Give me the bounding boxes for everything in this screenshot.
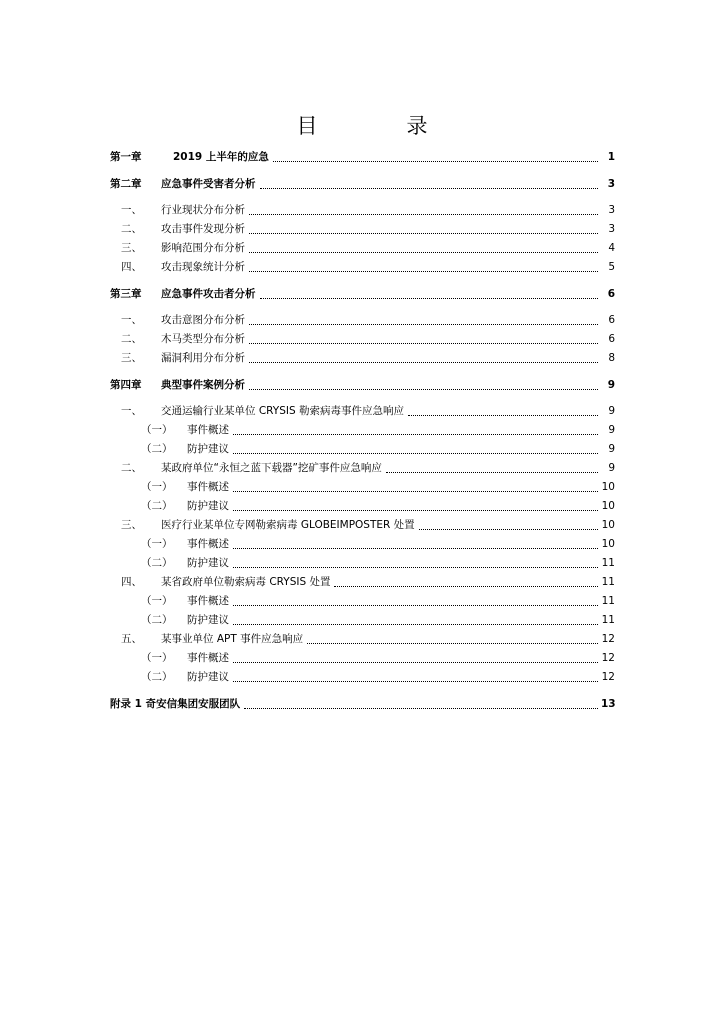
toc-entry-page: 11 bbox=[599, 557, 615, 570]
toc-entry-number: 第四章 bbox=[110, 379, 142, 391]
toc-entry-page: 9 bbox=[599, 462, 615, 475]
toc-leader-dots bbox=[249, 361, 604, 363]
toc-entry-title: 某政府单位“永恒之蓝下载器”挖矿事件应急响应 bbox=[161, 462, 382, 474]
toc-entry-page: 6 bbox=[599, 333, 615, 346]
toc-entry-title: 事件概述 bbox=[187, 424, 229, 436]
toc-leader-dots bbox=[233, 604, 604, 606]
toc-leader-dots bbox=[249, 270, 604, 272]
toc-entry-page: 10 bbox=[599, 481, 615, 494]
toc-entry-page: 10 bbox=[599, 500, 615, 513]
toc-entry-number: （二） bbox=[141, 557, 173, 569]
toc-entry-number: （一） bbox=[141, 538, 173, 550]
toc-entry-page: 5 bbox=[599, 261, 615, 274]
toc-entry[interactable] bbox=[0, 651, 724, 667]
toc-leader-dots bbox=[273, 160, 604, 162]
toc-entry-number: 第三章 bbox=[110, 288, 142, 300]
toc-entry[interactable] bbox=[0, 332, 724, 348]
toc-entry-page: 11 bbox=[599, 595, 615, 608]
toc-leader-dots bbox=[233, 509, 604, 511]
toc-leader-dots bbox=[249, 342, 604, 344]
toc-leader-dots bbox=[233, 452, 604, 454]
toc-entry[interactable] bbox=[0, 697, 724, 713]
toc-entry-page: 11 bbox=[599, 576, 615, 589]
toc-entry-number: 第一章 bbox=[110, 151, 142, 163]
toc-leader-dots bbox=[233, 547, 604, 549]
toc-leader-dots bbox=[249, 323, 604, 325]
toc-entry-title: 木马类型分布分析 bbox=[161, 333, 245, 345]
toc-entry[interactable] bbox=[0, 260, 724, 276]
toc-entry-title: 防护建议 bbox=[187, 557, 229, 569]
toc-leader-dots bbox=[249, 232, 604, 234]
toc-entry-title: 事件概述 bbox=[187, 481, 229, 493]
toc-entry-title: 攻击事件发现分析 bbox=[161, 223, 245, 235]
toc-entry[interactable] bbox=[0, 556, 724, 572]
toc-entry-title: 防护建议 bbox=[187, 443, 229, 455]
toc-entry-number: （二） bbox=[141, 443, 173, 455]
toc-entry-page: 3 bbox=[599, 178, 615, 191]
toc-leader-dots bbox=[233, 661, 604, 663]
toc-entry[interactable] bbox=[0, 241, 724, 257]
toc-entry[interactable] bbox=[0, 222, 724, 238]
toc-entry-title: 事件概述 bbox=[187, 595, 229, 607]
toc-entry-page: 12 bbox=[599, 671, 615, 684]
toc-entry-title: 漏洞利用分布分析 bbox=[161, 352, 245, 364]
toc-entry[interactable] bbox=[0, 480, 724, 496]
toc-entry[interactable] bbox=[0, 594, 724, 610]
toc-entry-title: 事件概述 bbox=[187, 652, 229, 664]
toc-leader-dots bbox=[244, 707, 604, 709]
toc-leader-dots bbox=[233, 623, 604, 625]
toc-entry-page: 9 bbox=[599, 424, 615, 437]
toc-entry-page: 1 bbox=[599, 151, 615, 164]
toc-entry-title: 攻击意图分布分析 bbox=[161, 314, 245, 326]
toc-entry-title: 行业现状分布分析 bbox=[161, 204, 245, 216]
toc-entry-number: （二） bbox=[141, 500, 173, 512]
toc-entry-page: 6 bbox=[599, 314, 615, 327]
toc-entry-title: 交通运输行业某单位 CRYSIS 勒索病毒事件应急响应 bbox=[161, 405, 404, 417]
toc-entry-page: 6 bbox=[599, 288, 615, 301]
toc-entry-page: 11 bbox=[599, 614, 615, 627]
toc-leader-dots bbox=[334, 585, 604, 587]
toc-entry[interactable] bbox=[0, 378, 724, 394]
toc-entry-number: （二） bbox=[141, 671, 173, 683]
toc-entry[interactable] bbox=[0, 203, 724, 219]
toc-title: 目 录 bbox=[296, 114, 462, 138]
toc-entry[interactable] bbox=[0, 632, 724, 648]
toc-entry[interactable] bbox=[0, 150, 724, 166]
toc-leader-dots bbox=[386, 471, 604, 473]
toc-entry-title: 应急事件受害者分析 bbox=[161, 178, 256, 190]
toc-entry-page: 12 bbox=[599, 652, 615, 665]
toc-leader-dots bbox=[260, 187, 604, 189]
toc-entry-number: （二） bbox=[141, 614, 173, 626]
toc-entry-page: 8 bbox=[599, 352, 615, 365]
toc-entry[interactable] bbox=[0, 313, 724, 329]
toc-leader-dots bbox=[249, 251, 604, 253]
toc-entry-page: 3 bbox=[599, 223, 615, 236]
toc-entry-number: 三、 bbox=[121, 242, 142, 254]
toc-entry-title: 附录 1 奇安信集团安服团队 bbox=[110, 698, 241, 710]
toc-leader-dots bbox=[233, 680, 604, 682]
toc-entry[interactable] bbox=[0, 613, 724, 629]
toc-entry[interactable] bbox=[0, 518, 724, 534]
toc-entry[interactable] bbox=[0, 670, 724, 686]
toc-entry-title: 防护建议 bbox=[187, 671, 229, 683]
toc-leader-dots bbox=[233, 490, 604, 492]
toc-leader-dots bbox=[249, 213, 604, 215]
toc-entry-number: （一） bbox=[141, 424, 173, 436]
toc-entry-number: 二、 bbox=[121, 333, 142, 345]
toc-entry-title: 2019 上半年的应急 bbox=[173, 151, 269, 163]
toc-entry-number: （一） bbox=[141, 481, 173, 493]
toc-entry-number: 四、 bbox=[121, 261, 142, 273]
toc-entry-number: 五、 bbox=[121, 633, 142, 645]
toc-entry-page: 12 bbox=[599, 633, 615, 646]
toc-leader-dots bbox=[260, 297, 604, 299]
toc-entry-number: 二、 bbox=[121, 223, 142, 235]
toc-entry[interactable] bbox=[0, 537, 724, 553]
toc-entry-title: 影响范围分布分析 bbox=[161, 242, 245, 254]
toc-leader-dots bbox=[419, 528, 604, 530]
toc-entry-page: 13 bbox=[601, 698, 616, 710]
toc-entry-number: 一、 bbox=[121, 314, 142, 326]
toc-entry-page: 10 bbox=[599, 519, 615, 532]
toc-entry-title: 典型事件案例分析 bbox=[161, 379, 245, 391]
toc-entry-page: 3 bbox=[599, 204, 615, 217]
toc-entry-number: 一、 bbox=[121, 405, 142, 417]
toc-entry[interactable] bbox=[0, 177, 724, 193]
toc-entry-title: 事件概述 bbox=[187, 538, 229, 550]
toc-entry-number: 第二章 bbox=[110, 178, 142, 190]
toc-entry-title: 防护建议 bbox=[187, 614, 229, 626]
toc-entry-number: （一） bbox=[141, 652, 173, 664]
toc-leader-dots bbox=[233, 566, 604, 568]
toc-entry[interactable] bbox=[0, 287, 724, 303]
toc-entry-number: 三、 bbox=[121, 352, 142, 364]
toc-entry-number: 三、 bbox=[121, 519, 142, 531]
toc-entry-title: 攻击现象统计分析 bbox=[161, 261, 245, 273]
toc-entry[interactable] bbox=[0, 499, 724, 515]
toc-entry[interactable] bbox=[0, 461, 724, 477]
toc-entry[interactable] bbox=[0, 442, 724, 458]
toc-entry[interactable] bbox=[0, 404, 724, 420]
toc-leader-dots bbox=[307, 642, 604, 644]
toc-entry-page: 10 bbox=[599, 538, 615, 551]
toc-entry-page: 4 bbox=[599, 242, 615, 255]
toc-entry-page: 9 bbox=[599, 405, 615, 418]
toc-entry[interactable] bbox=[0, 423, 724, 439]
toc-entry-number: 四、 bbox=[121, 576, 142, 588]
toc-leader-dots bbox=[249, 388, 604, 390]
toc-leader-dots bbox=[233, 433, 604, 435]
toc-entry-page: 9 bbox=[599, 443, 615, 456]
toc-entry-number: 一、 bbox=[121, 204, 142, 216]
toc-entry[interactable] bbox=[0, 575, 724, 591]
toc-entry-title: 应急事件攻击者分析 bbox=[161, 288, 256, 300]
toc-entry-title: 医疗行业某单位专网勒索病毒 GLOBEIMPOSTER 处置 bbox=[161, 519, 415, 531]
toc-entry-title: 某事业单位 APT 事件应急响应 bbox=[161, 633, 304, 645]
toc-leader-dots bbox=[408, 414, 604, 416]
toc-entry-title: 防护建议 bbox=[187, 500, 229, 512]
toc-entry-title: 某省政府单位勒索病毒 CRYSIS 处置 bbox=[161, 576, 331, 588]
toc-entry-page: 9 bbox=[599, 379, 615, 392]
toc-entry-number: 二、 bbox=[121, 462, 142, 474]
toc-entry-number: （一） bbox=[141, 595, 173, 607]
toc-entry[interactable] bbox=[0, 351, 724, 367]
